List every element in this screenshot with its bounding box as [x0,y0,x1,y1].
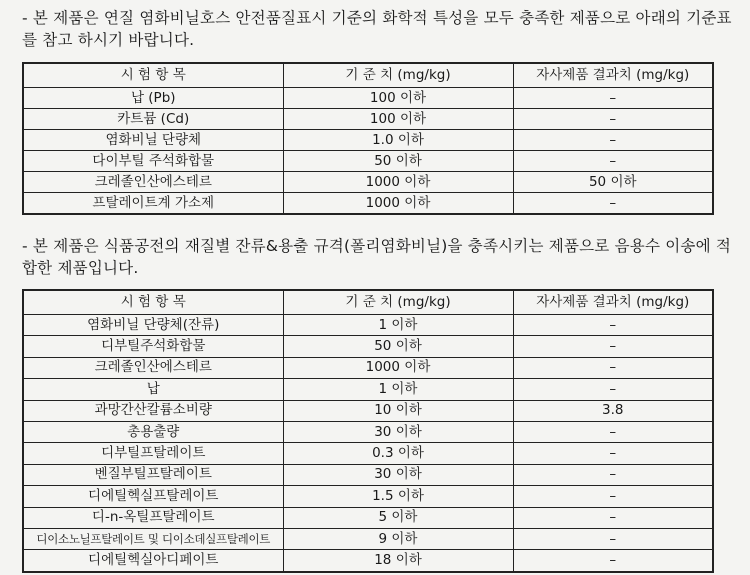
cell-result: – [513,357,713,378]
cell-standard: 100 이하 [283,88,513,109]
table-header-row [23,290,713,315]
notice-paragraph-2: - 본 제품은 식품공전의 재질별 잔류&용출 규격(폴리염화비닐)을 충족시키는 제품으로 음용수 이송에 적합한 제품입니다. [22,237,732,277]
cell-standard: 30 이하 [283,464,513,485]
cell-item: 염화비닐 단량체 [23,130,283,151]
cell-result: – [513,88,713,109]
cell-standard: 5 이하 [283,507,513,528]
table-row [23,400,713,421]
table-row [23,109,713,130]
cell-item: 염화비닐 단량체(잔류) [23,315,283,336]
table-row [23,507,713,528]
table-row [23,443,713,464]
cell-result: – [513,193,713,215]
cell-result: – [513,151,713,172]
table-row [23,130,713,151]
cell-result: – [513,507,713,528]
cell-standard: 9 이하 [283,528,513,549]
cell-item: 크레졸인산에스테르 [23,357,283,378]
cell-result: – [513,486,713,507]
header-standard: 기 준 치 (mg/kg) [283,63,513,88]
cell-result: – [513,315,713,336]
header-result: 자사제품 결과치 (mg/kg) [513,290,713,315]
notice-paragraph-1: - 본 제품은 연질 염화비닐호스 안전품질표시 기준의 화학적 특성을 모두 충족한 제품으로 아래의 기준표를 참고 하시기 바랍니다. [22,9,732,49]
table-row [23,421,713,442]
cell-item: 다이부틸 주석화합물 [23,151,283,172]
cell-standard: 50 이하 [283,336,513,357]
cell-standard: 1.0 이하 [283,130,513,151]
cell-result: – [513,109,713,130]
cell-item: 디에틸헥실프탈레이트 [23,486,283,507]
header-test-item: 시 험 항 목 [23,63,283,88]
cell-result: – [513,464,713,485]
cell-item: 디에틸헥실아디페이트 [23,550,283,572]
cell-result: – [513,550,713,572]
cell-result: – [513,336,713,357]
table-row [23,336,713,357]
cell-result: – [513,443,713,464]
cell-result: – [513,421,713,442]
cell-result: – [513,528,713,549]
table-row [23,172,713,193]
table-row [23,464,713,485]
cell-standard: 30 이하 [283,421,513,442]
cell-standard: 100 이하 [283,109,513,130]
table-row [23,550,713,572]
table-row [23,88,713,109]
cell-standard: 1000 이하 [283,357,513,378]
cell-item: 카트뮴 (Cd) [23,109,283,130]
header-standard: 기 준 치 (mg/kg) [283,290,513,315]
table-row [23,315,713,336]
cell-item: 프탈레이트계 가소제 [23,193,283,215]
cell-standard: 1000 이하 [283,172,513,193]
table-row [23,486,713,507]
criteria-table-2 [22,289,714,573]
header-test-item: 시 험 항 목 [23,290,283,315]
cell-item: 크레졸인산에스테르 [23,172,283,193]
table-row [23,379,713,400]
table-header-row [23,63,713,88]
cell-standard: 1 이하 [283,315,513,336]
table-row [23,151,713,172]
cell-item: 디부틸주석화합물 [23,336,283,357]
cell-item: 디이소노닐프탈레이트 및 디이소데실프탈레이트 [23,528,283,549]
cell-item: 디-n-옥틸프탈레이트 [23,507,283,528]
table-row [23,528,713,549]
cell-item: 디부틸프탈레이트 [23,443,283,464]
cell-standard: 18 이하 [283,550,513,572]
cell-standard: 1000 이하 [283,193,513,215]
cell-result: 50 이하 [513,172,713,193]
cell-standard: 10 이하 [283,400,513,421]
table-row [23,193,713,215]
header-result: 자사제품 결과치 (mg/kg) [513,63,713,88]
cell-item: 납 [23,379,283,400]
cell-standard: 50 이하 [283,151,513,172]
table-row [23,357,713,378]
criteria-table-1 [22,62,714,215]
cell-standard: 0.3 이하 [283,443,513,464]
cell-result: 3.8 [513,400,713,421]
cell-result: – [513,379,713,400]
cell-result: – [513,130,713,151]
cell-item: 납 (Pb) [23,88,283,109]
cell-item: 과망간산칼륨소비량 [23,400,283,421]
cell-item: 총용출량 [23,421,283,442]
cell-item: 벤질부틸프탈레이트 [23,464,283,485]
cell-standard: 1 이하 [283,379,513,400]
cell-standard: 1.5 이하 [283,486,513,507]
